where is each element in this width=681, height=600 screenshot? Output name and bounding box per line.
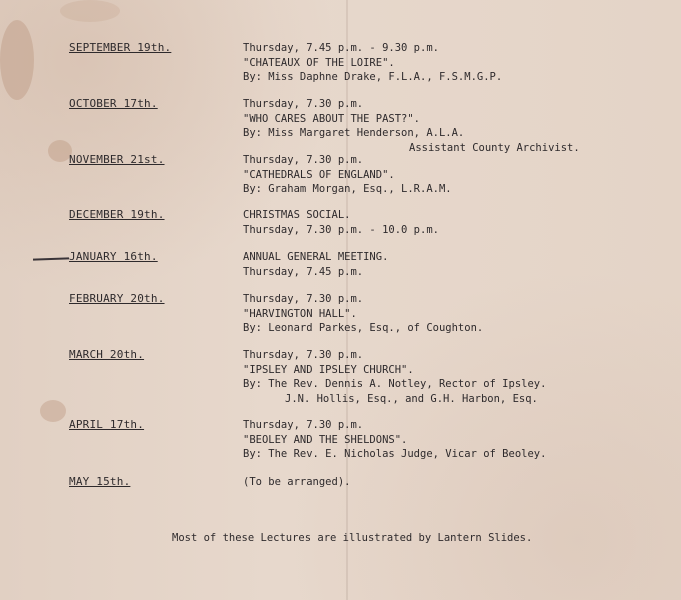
entry-line: By: The Rev. E. Nicholas Judge, Vicar of Beoley. — [243, 448, 547, 460]
entry-line: Thursday, 7.30 p.m. — [243, 154, 364, 166]
paper-stain — [40, 400, 66, 422]
entry-line: CHRISTMAS SOCIAL. — [243, 209, 351, 221]
entry-date: JANUARY 16th. — [69, 250, 158, 263]
entry-line: Thursday, 7.30 p.m. - 10.0 p.m. — [243, 223, 439, 236]
entry-details — [243, 41, 502, 85]
entry-details — [243, 250, 388, 279]
entry-line: Thursday, 7.45 p.m. - 9.30 p.m. — [243, 42, 439, 54]
footer-note: Most of these Lectures are illustrated by Lantern Slides. — [172, 532, 533, 544]
paper-stain — [60, 0, 120, 22]
entry-line: Thursday, 7.30 p.m. — [243, 349, 364, 361]
entry-details — [243, 153, 452, 197]
entry-line: (To be arranged). — [243, 476, 351, 488]
entry-date: APRIL 17th. — [69, 418, 145, 431]
entry-date: DECEMBER 19th. — [69, 208, 165, 221]
entry-details — [243, 475, 350, 490]
entry-details — [243, 292, 483, 336]
entry-line: Thursday, 7.45 p.m. — [243, 265, 364, 278]
entry-date: MARCH 20th. — [69, 348, 145, 361]
entry-line: "HARVINGTON HALL". — [243, 307, 357, 320]
entry-details — [243, 97, 580, 155]
entry-line: "BEOLEY AND THE SHELDONS". — [243, 433, 408, 446]
entry-line: By: Graham Morgan, Esq., L.R.A.M. — [243, 183, 452, 195]
entry-date: SEPTEMBER 19th. — [69, 41, 172, 54]
entry-details — [243, 348, 546, 406]
entry-date: FEBRUARY 20th. — [69, 292, 165, 305]
entry-date: OCTOBER 17th. — [69, 97, 158, 110]
entry-line: Thursday, 7.30 p.m. — [243, 419, 364, 431]
pen-mark — [33, 257, 69, 260]
entry-line: ANNUAL GENERAL MEETING. — [243, 251, 389, 263]
entry-line: "CHATEAUX OF THE LOIRE". — [243, 56, 395, 69]
paper-stain — [0, 20, 34, 100]
entry-line: "CATHEDRALS OF ENGLAND". — [243, 168, 395, 181]
entry-line: Thursday, 7.30 p.m. — [243, 98, 364, 110]
entry-line: Assistant County Archivist. — [409, 141, 580, 154]
entry-line: Thursday, 7.30 p.m. — [243, 293, 364, 305]
entry-line: By: Leonard Parkes, Esq., of Coughton. — [243, 322, 484, 334]
entry-line: By: Miss Margaret Henderson, A.L.A. — [243, 127, 465, 139]
entry-line: J.N. Hollis, Esq., and G.H. Harbon, Esq. — [285, 392, 538, 405]
entry-line: "WHO CARES ABOUT THE PAST?". — [243, 112, 421, 125]
entry-date: MAY 15th. — [69, 475, 131, 488]
entry-line: By: The Rev. Dennis A. Notley, Rector of Ipsley. — [243, 378, 547, 390]
entry-date: NOVEMBER 21st. — [69, 153, 165, 166]
entry-line: "IPSLEY AND IPSLEY CHURCH". — [243, 363, 414, 376]
entry-details — [243, 418, 546, 462]
entry-line: By: Miss Daphne Drake, F.L.A., F.S.M.G.P. — [243, 71, 503, 83]
entry-details — [243, 208, 439, 237]
